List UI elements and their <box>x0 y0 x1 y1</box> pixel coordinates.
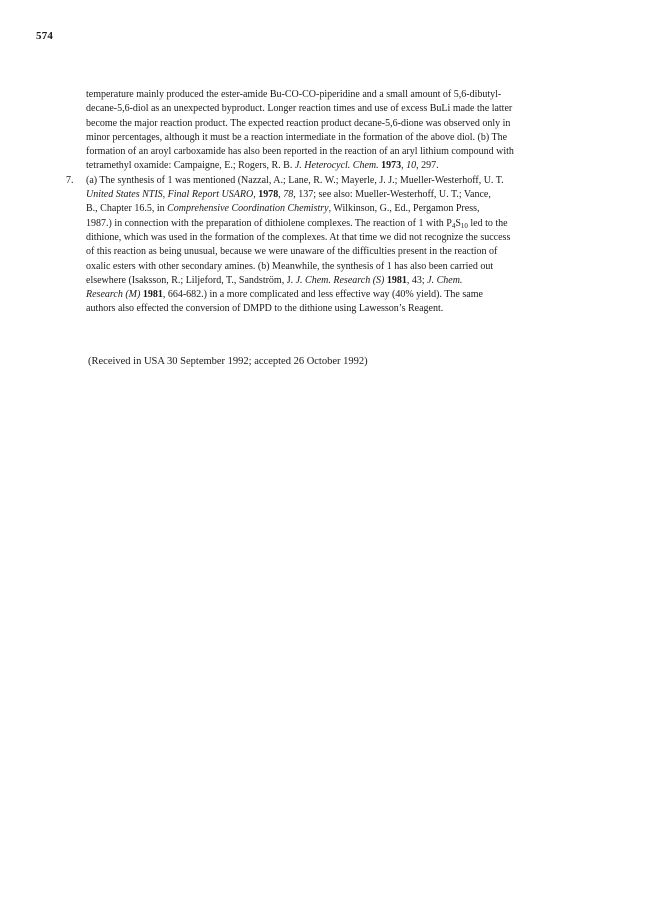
footnote-line: temperature mainly produced the ester-amide Bu-CO-CO-piperidine and a small amount of 5,6-dibutyl- <box>86 89 502 100</box>
reference-text: , 664-682.) in a more complicated and less effective way (40% yield). The same <box>162 289 483 301</box>
journal-name: J. Heterocycl. Chem. <box>294 160 379 172</box>
reference-year: 1981 <box>142 289 163 301</box>
reference-text: , Wilkinson, G., Ed., Pergamon Press, <box>328 203 480 215</box>
journal-name: Research (M) <box>86 289 141 301</box>
report-title: United States NTIS, Final Report USARO, <box>86 189 259 201</box>
footnote-7 <box>66 174 622 317</box>
footnote-line: of this reaction as being unusual, because we were unaware of the difficulties present in the reaction of <box>86 246 498 258</box>
reference-pages: , 297. <box>416 160 439 172</box>
reference-text: 1987.) in connection with the preparation of dithiolene complexes. The reaction of 1 with P <box>86 217 452 229</box>
footnote-6-continuation <box>86 88 622 174</box>
subscript: 4 <box>451 221 456 230</box>
footnote-line <box>86 202 622 216</box>
footnote-line: dithione, which was used in the formation of the complexes. At that time we did not recognize the success <box>86 231 511 243</box>
journal-name: J. Chem. <box>427 274 463 286</box>
footnote-line: decane-5,6-diol as an unexpected byproduct. Longer reaction times and use of excess BuLi made the latter <box>86 103 513 115</box>
separator-text: , <box>401 160 407 172</box>
reference-text: B., Chapter 16.5, in <box>86 203 168 215</box>
reference-text: , 43; <box>406 274 428 286</box>
footnote-line <box>86 217 622 231</box>
reference-volume: 10 <box>406 160 417 172</box>
reference-year: 1981 <box>386 274 407 286</box>
formula-text: S <box>455 217 461 229</box>
reference-text: , 137; see also: Mueller-Westerhoff, U. T.; Vance, <box>293 189 491 201</box>
reference-year: 1978 <box>258 189 279 201</box>
footnote-line <box>86 288 622 302</box>
footnote-line: minor percentages, although it must be a reaction intermediate in the formation of the above diol. (b) The <box>86 131 508 143</box>
footnote-line <box>86 159 622 173</box>
journal-name: J. Chem. Research (S) <box>295 274 385 286</box>
footnote-line: oxalic esters with other secondary amines. (b) Meanwhile, the synthesis of 1 has also been carried out <box>86 260 494 272</box>
footnote-line: authors also effected the conversion of DMPD to the dithione using Lawesson’s Reagent. <box>86 303 444 315</box>
reference-volume: 78 <box>283 189 294 201</box>
footnote-line: (a) The synthesis of 1 was mentioned (Nazzal, A.; Lane, R. W.; Mayerle, J. J.; Mueller-Westerhoff, U. T. <box>86 174 504 186</box>
subscript: 10 <box>460 221 468 230</box>
reference-text: led to the <box>467 217 508 229</box>
reference-text: elsewhere (Isaksson, R.; Liljeford, T., Sandström, J. <box>86 274 296 286</box>
received-date-line: (Received in USA 30 September 1992; accepted 26 October 1992) <box>88 356 368 367</box>
footnote-number: 7. <box>66 174 74 186</box>
footnote-line: formation of an aroyl carboxamide has also been reported in the reaction of an aryl lithium compound with <box>86 146 514 158</box>
reference-year: 1973 <box>381 160 402 172</box>
footnotes-section <box>62 88 622 317</box>
footnote-line <box>86 188 622 202</box>
page-number: 574 <box>36 30 54 42</box>
book-title: Comprehensive Coordination Chemistry <box>167 203 329 215</box>
footnote-line <box>86 274 622 288</box>
reference-text: tetramethyl oxamide: Campaigne, E.; Rogers, R. B. <box>86 160 295 172</box>
footnote-line: become the major reaction product. The expected reaction product decane-5,6-dione was observed only in <box>86 117 511 129</box>
separator-text: , <box>278 189 284 201</box>
